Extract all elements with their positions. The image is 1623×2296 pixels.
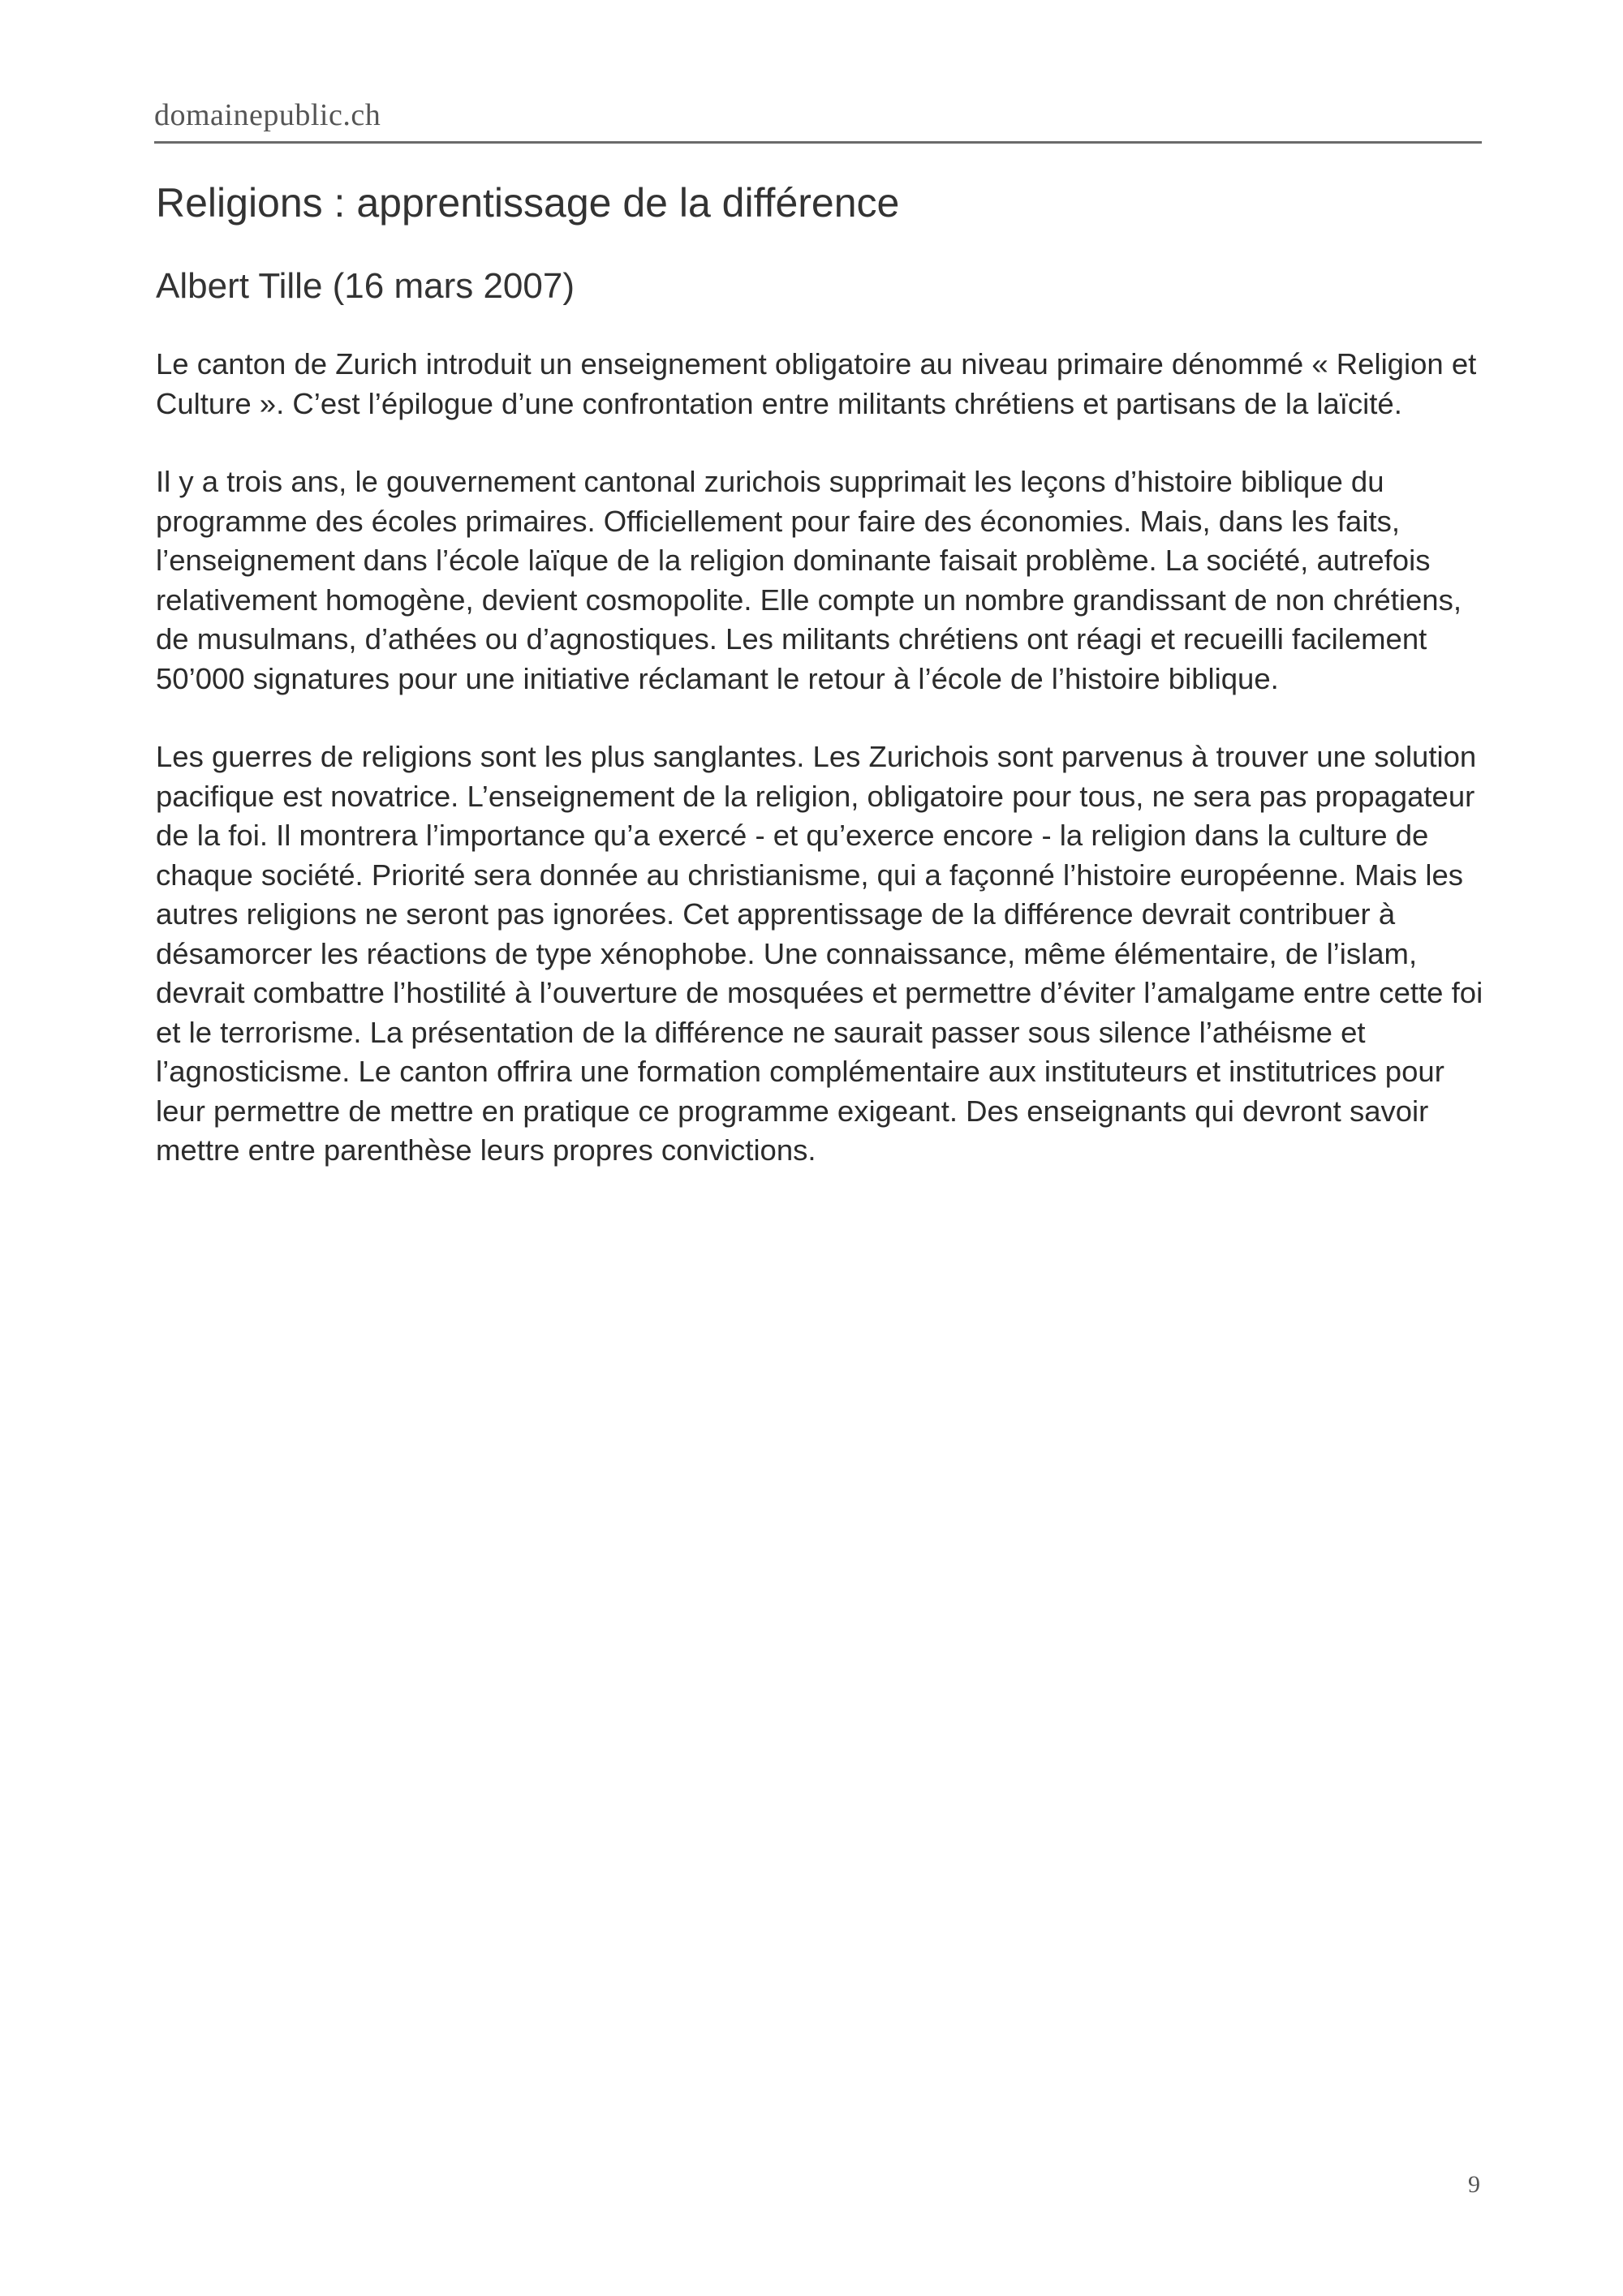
article	[156, 174, 1487, 1171]
paragraph-solution: Les guerres de religions sont les plus sanglantes. Les Zurichois sont parvenus à trouver une solution pacifique est novatrice. L’enseignement de la religion, obligatoire pour tous, ne sera pas propagateur de la foi. Il montrera l’importance qu’a exercé - et qu’exerce encore - la religion dans la culture de chaque société. Priorité sera donnée au christianisme, qui a façonné l’histoire européenne. Mais les autres religions ne seront pas ignorées. Cet apprentissage de la différence devrait contribuer à désamorcer les réactions de type xénophobe. Une connaissance, même élémentaire, de l’islam, devrait combattre l’hostilité à l’ouverture de mosquées et permettre d’éviter l’amalgame entre cette foi et le terrorisme. La présentation de la différence ne saurait passer sous silence l’athéisme et l’agnosticisme. Le canton offrira une formation complémentaire aux instituteurs et institutrices pour leur permettre de mettre en pratique ce programme exigeant. Des enseignants qui devront savoir mettre entre parenthèse leurs propres convictions.	[156, 740, 1483, 1167]
page-number: 9	[1468, 2171, 1480, 2198]
paragraph-background: Il y a trois ans, le gouvernement cantonal zurichois supprimait les leçons d’histoire biblique du programme des écoles primaires. Officiellement pour faire des économies. Mais, dans les faits, l’enseignement dans l’école laïque de la religion dominante faisait problème. La société, autrefois relativement homogène, devient cosmopolite. Elle compte un nombre grandissant de non chrétiens, de musulmans, d’athées ou d’agnostiques. Les militants chrétiens ont réagi et recueilli facilement 50’000 signatures pour une initiative réclamant le retour à l’école de l’histoire biblique.	[156, 465, 1462, 695]
article-byline: Albert Tille (16 mars 2007)	[156, 266, 575, 306]
site-name: domainepublic.ch	[154, 98, 381, 132]
article-title: Religions : apprentissage de la différence	[156, 180, 900, 226]
page-header	[154, 96, 1482, 144]
paragraph-intro: Le canton de Zurich introduit un enseignement obligatoire au niveau primaire dénommé « Religion et Culture ». C’est l’épilogue d’une confrontation entre militants chrétiens et partisans de la laïcité.	[156, 347, 1477, 420]
